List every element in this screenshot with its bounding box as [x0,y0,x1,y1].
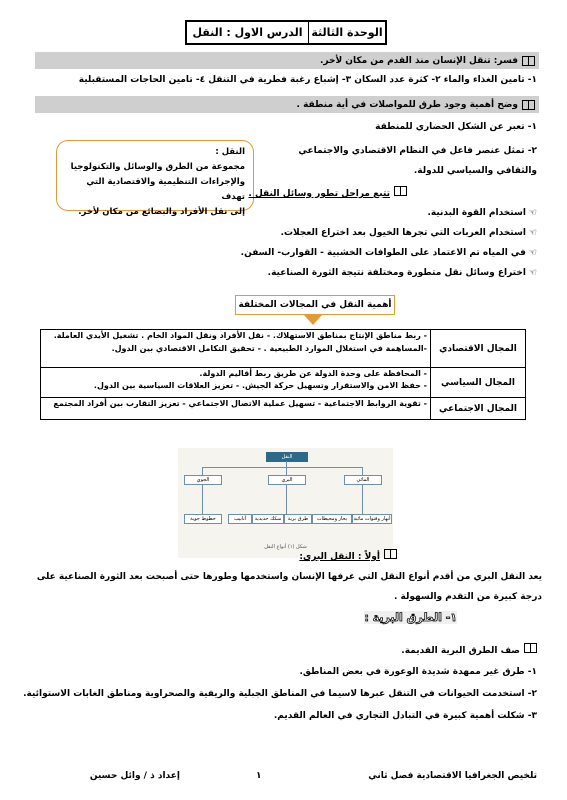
pointing-hand-icon: ☜ [528,248,537,258]
land-paragraph-1: يعد النقل البري من أقدم أنواع النقل التي عرفها الإنسان واستخدمها وطورها حتى أصبحت بعد الثورة الصناعية على [36,572,542,582]
tree-branch-land: البري [268,475,306,485]
tree-leaf: خطوط جوية [184,514,222,524]
field-cell: المجال الاقتصادي [431,330,526,368]
stage-item-text: استخدام القوة البدنية. [427,208,526,218]
field-cell: المجال السياسي [431,368,526,398]
detail-line: - حفظ الامن والاستقرار وتسهيل حركة الجيش. - تعزيز العلاقات السياسية بين الدول. [93,381,427,390]
unit-title: الوحدة الثالثة [308,22,385,43]
stages-title-text: تتبع مراحل تطور وسائل النقل . [248,189,390,199]
stage-item [428,208,538,218]
book-icon [522,56,535,66]
lesson-title: الدرس الاول : النقل [192,26,303,39]
stage-item [268,268,537,278]
stage-item-text: في المياه تم الاعتماد على الطوافات الخشبية - القوارب- السفن. [240,248,526,258]
roads-item: ١- طرق غير ممهدة شديدة الوعورة في بعض المناطق. [299,667,537,677]
definition-callout [56,140,254,217]
stage-item [281,228,537,238]
detail-line: - ربط مناطق الإنتاج بمناطق الاستهلاك. - نقل الأفراد ونقل المواد الخام . تشغيل الأيدي العاملة. [53,331,427,340]
stage-item-text: استخدام العربات التي تجرها الخيول بعد اختراع العجلات. [280,228,526,238]
roads-question-text: صف الطرق البرية القديمة. [401,646,520,656]
land-title-text: أولاً : النقل البري: [299,552,380,562]
pointing-hand-icon: ☜ [528,208,537,218]
detail-line: - تقوية الروابط الاجتماعية - تسهيل عملية الاتصال الاجتماعي - تعزيز التقارب بين أفراد المجتمع [53,399,427,408]
grid-icon [394,186,407,196]
tree-leaf: سكك حديدية [252,514,284,524]
tree-leaf: طرق برية [284,514,312,524]
definition-line-3: إلى نقل الأفراد والبضائع من مكان لأخر. [78,207,245,217]
pointing-hand-icon: ☜ [528,228,537,238]
tree-leaf: أنهار وقنوات مائية [353,516,391,522]
definition-title: النقل : [215,147,245,157]
roads-item: ٢- استخدمت الحيوانات في التنقل عبرها لاسيما في المناطق الجبلية والريفية والصحراوية ومناطق الغابات الاستوائية. [23,689,537,699]
roads-item: ٣- شكلت أهمية كبيرة في التبادل التجاري في العالم القديم. [273,711,537,721]
importance-point-1: ١- تعبر عن الشكل الحضاري للمنطقة [375,122,537,132]
land-roads-subtitle: ١- الطرق البرية : [364,611,457,624]
importance-question-text: وضح أهمية وجود طرق للمواصلات في أية منطقة . [296,99,518,110]
explain-question-text: فسر: تنقل الإنسان منذ القدم من مكان لأخر. [319,55,518,66]
arrow-down-icon [304,315,322,325]
footer-author: إعداد ذ / وائل حسين [89,771,180,781]
tree-leaf: أنابيب [228,514,252,524]
stage-item [241,248,537,258]
stages-title [248,186,407,199]
detail-line: - المحافظة على وحدة الدولة عن طريق ربط أقاليم الدولة. [199,369,427,378]
tree-caption: شكل (١) أنواع النقل [264,544,307,550]
pointing-hand-icon: ☜ [528,268,537,278]
title-box [185,20,387,45]
details-cell [41,368,431,398]
tree-root: النقل [266,452,308,462]
field-cell: المجال الاجتماعي [431,398,526,420]
table-row [41,398,526,420]
explain-question [35,52,539,69]
transport-types-diagram [178,448,393,558]
document-icon [384,549,397,559]
tree-branch-water: المائي [344,475,382,485]
importance-table [40,329,526,420]
stage-item-text: اختراع وسائل نقل متطورة ومختلفة نتيجة الثورة الصناعية. [267,268,526,278]
importance-point-2a: ٢- تمثل عنصر فاعل في النظام الاقتصادي والاجتماعي [298,146,537,156]
folder-icon [524,643,537,653]
explain-answers: ١- تامين الغذاء والماء ٢- كثرة عدد السكان ٣- إشباع رغبة فطرية في التنقل ٤- تامين الحاجات المستقبلية [78,75,537,85]
detail-line: -المساهمة في استغلال الموارد الطبيعية . - تحقيق التكامل الاقتصادي بين الدول. [111,344,427,353]
importance-table-title: أهمية النقل في المجالات المختلفة [235,295,395,315]
definition-line-2: والإجراءات التنظيمية والاقتصادية التي تهدف [86,177,245,202]
land-paragraph-2: درجة كبيرة من التقدم والسهولة . [393,592,542,602]
definition-line-1: مجموعة من الطرق والوسائل والتكنولوجيا [70,162,245,172]
table-row [41,330,526,368]
details-cell [41,398,431,420]
tree-leaf: بحار ومحيطات [312,514,352,524]
land-title [299,549,397,562]
footer-page-number: ١ [256,771,262,781]
importance-question [35,96,539,113]
details-cell [41,330,431,368]
table-row [41,368,526,398]
book-icon [522,100,535,110]
roads-question [401,643,537,656]
importance-point-2b: والثقافي والسياسي للدولة. [413,166,537,176]
tree-branch-air: الجوي [184,475,222,485]
footer-course: تلخيص الجغرافيا الاقتصادية فصل ثاني [368,771,537,781]
